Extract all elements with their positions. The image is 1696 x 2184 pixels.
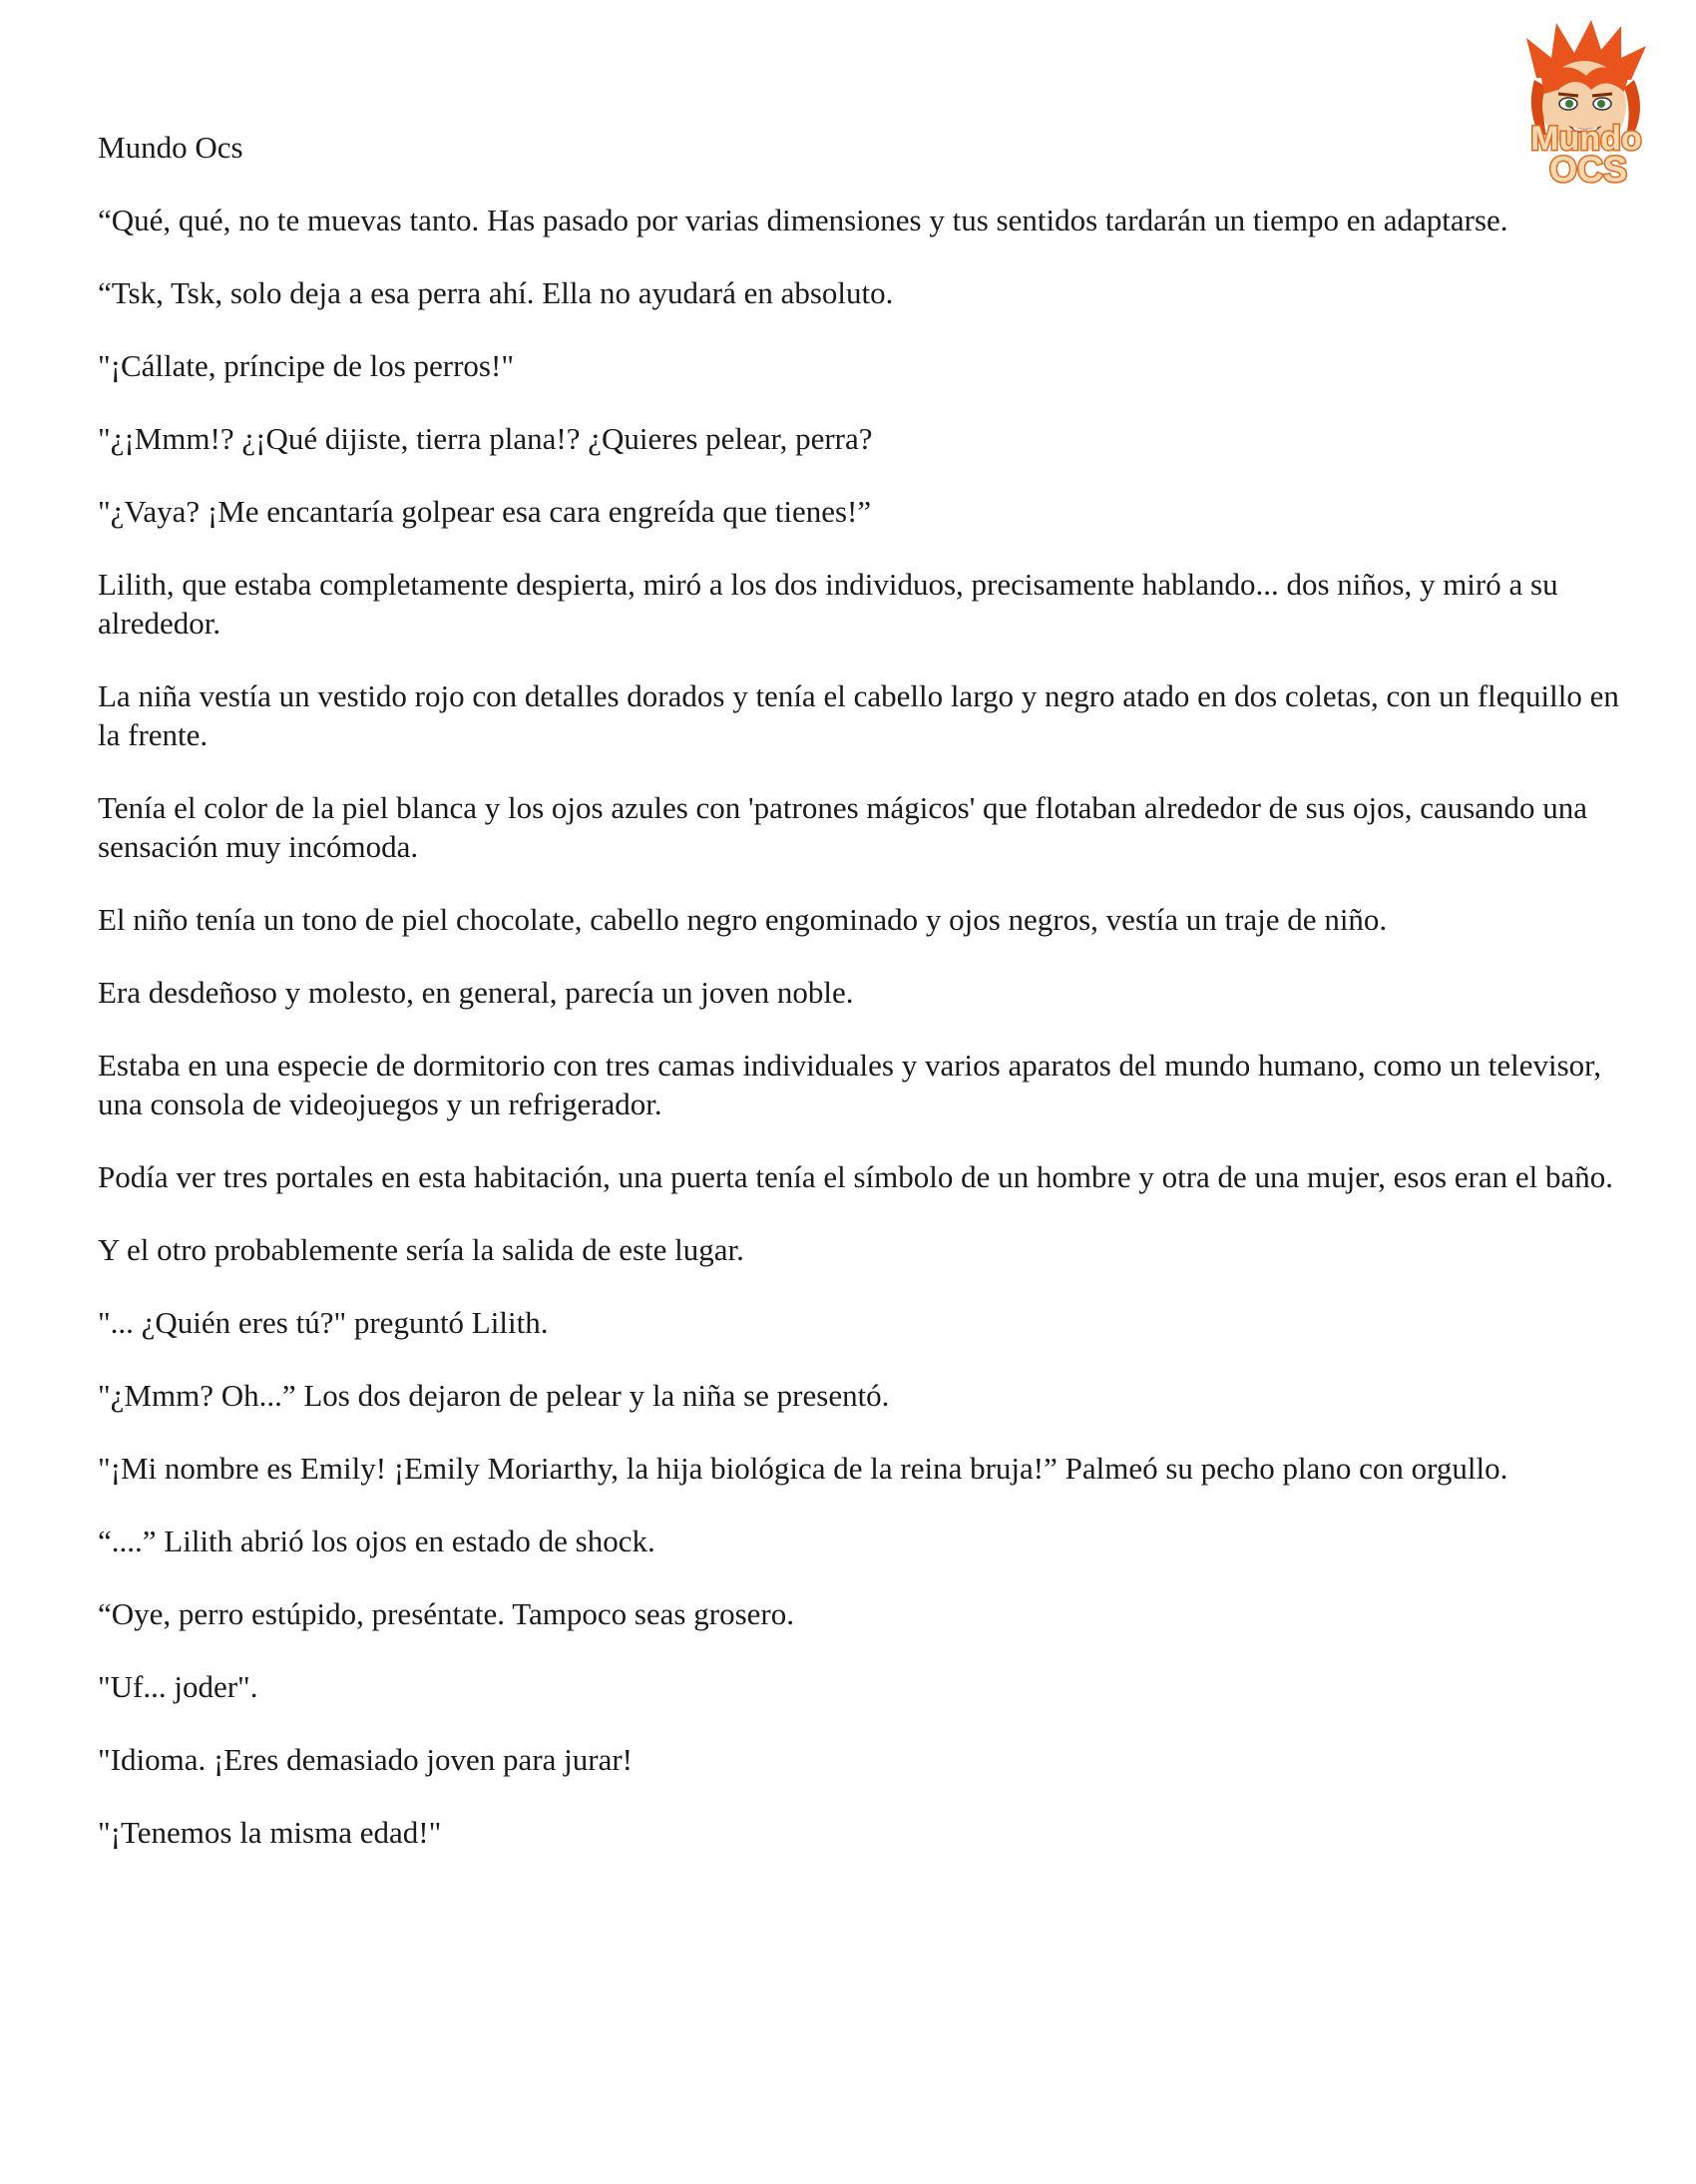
document-title: Mundo Ocs bbox=[98, 130, 243, 165]
paragraph: Lilith, que estaba completamente despierta, miró a los dos individuos, precisamente hablando... dos niños, y miró a su alrededor. bbox=[98, 567, 1558, 641]
paragraph: Y el otro probablemente sería la salida de este lugar. bbox=[98, 1232, 744, 1267]
paragraph: La niña vestía un vestido rojo con detalles dorados y tenía el cabello largo y negro atado en dos coletas, con un flequillo en la frente. bbox=[98, 678, 1619, 752]
paragraph: Era desdeñoso y molesto, en general, parecía un joven noble. bbox=[98, 975, 854, 1010]
paragraph: "Uf... joder". bbox=[98, 1669, 258, 1704]
document-body bbox=[98, 128, 1634, 1886]
paragraph: "... ¿Quién eres tú?" preguntó Lilith. bbox=[98, 1305, 549, 1340]
paragraph: Tenía el color de la piel blanca y los ojos azules con 'patrones mágicos' que flotaban alrededor de sus ojos, causando una sensación muy incómoda. bbox=[98, 790, 1588, 864]
paragraph: "¡Mi nombre es Emily! ¡Emily Moriarthy, la hija biológica de la reina bruja!” Palmeó su pecho plano con orgullo. bbox=[98, 1451, 1508, 1486]
paragraph: "¿Vaya? ¡Me encantaría golpear esa cara engreída que tienes!” bbox=[98, 494, 872, 529]
paragraph: Podía ver tres portales en esta habitación, una puerta tenía el símbolo de un hombre y otra de una mujer, esos eran el baño. bbox=[98, 1159, 1613, 1194]
paragraph: Estaba en una especie de dormitorio con tres camas individuales y varios aparatos del mundo humano, como un televisor, una consola de videojuegos y un refrigerador. bbox=[98, 1048, 1601, 1121]
paragraph: "¿Mmm? Oh...” Los dos dejaron de pelear y la niña se presentó. bbox=[98, 1378, 890, 1413]
svg-text:OCS: OCS bbox=[1548, 149, 1628, 188]
paragraph: "¿¡Mmm!? ¿¡Qué dijiste, tierra plana!? ¿Quieres pelear, perra? bbox=[98, 421, 873, 456]
paragraph: "¡Tenemos la misma edad!" bbox=[98, 1815, 442, 1850]
svg-text:Mundo: Mundo bbox=[1530, 120, 1642, 158]
paragraph: “....” Lilith abrió los ojos en estado de shock. bbox=[98, 1524, 655, 1558]
paragraph: El niño tenía un tono de piel chocolate, cabello negro engominado y ojos negros, vestía un traje de niño. bbox=[98, 902, 1388, 937]
paragraph: “Qué, qué, no te muevas tanto. Has pasado por varias dimensiones y tus sentidos tardarán un tiempo en adaptarse. bbox=[98, 203, 1508, 237]
paragraph: “Oye, perro estúpido, preséntate. Tampoco seas grosero. bbox=[98, 1596, 794, 1631]
paragraph: "¡Cállate, príncipe de los perros!" bbox=[98, 348, 514, 383]
paragraph: "Idioma. ¡Eres demasiado joven para jurar! bbox=[98, 1742, 633, 1777]
paragraph: “Tsk, Tsk, solo deja a esa perra ahí. Ella no ayudará en absoluto. bbox=[98, 275, 894, 310]
